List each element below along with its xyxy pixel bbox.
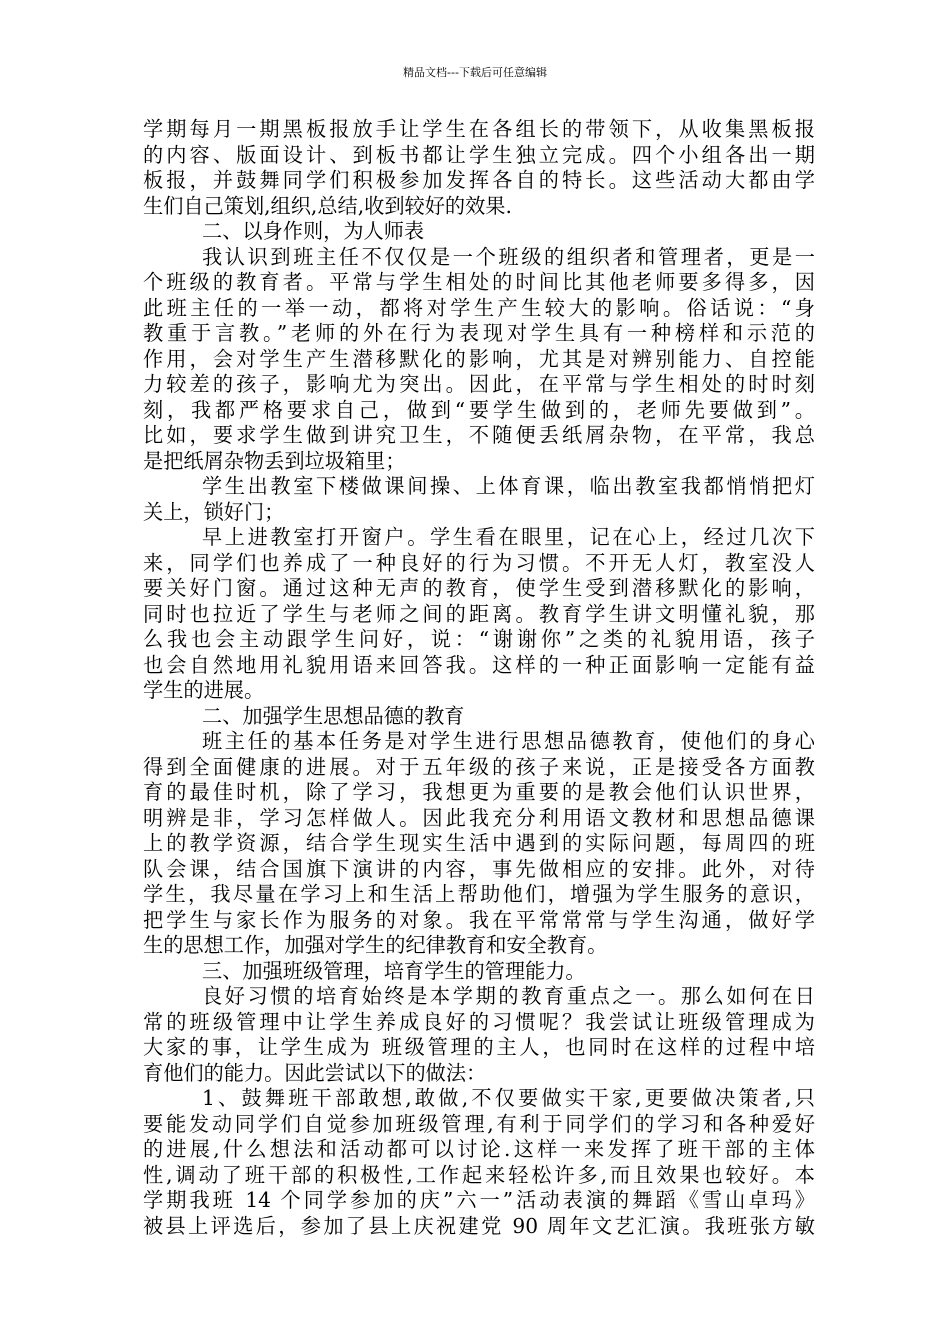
text-line: 要关好门窗。通过这种无声的教育，使学生受到潜移默化的影响， bbox=[143, 576, 815, 600]
text-line: 也会自然地用礼貌用语来回答我。这样的一种正面影响一定能有益 bbox=[143, 652, 815, 677]
text-line: 学生出教室下楼做课间操、上体育课，临出教室我都悄悄把灯 bbox=[202, 474, 815, 498]
text-line: 育的最佳时机，除了学习，我想更为重要的是教会他们认识世界， bbox=[143, 780, 815, 804]
text-line: 比如，要求学生做到讲究卫生，不随便丢纸屑杂物，在平常，我总 bbox=[143, 423, 815, 447]
text-line: 么我也会主动跟学生问好，说：“谢谢你”之类的礼貌用语，孩子 bbox=[143, 627, 815, 651]
text-line: 力较差的孩子，影响尤为突出。因此，在平常与学生相处的时时刻 bbox=[143, 372, 815, 396]
text-line: 刻，我都严格要求自己，做到“要学生做到的，老师先要做到”。 bbox=[143, 397, 815, 422]
text-line: 学期每月一期黑板报放手让学生在各组长的带领下，从收集黑板报 bbox=[143, 117, 815, 141]
text-line: 的内容、版面设计、到板书都让学生独立完成。四个小组各出一期 bbox=[143, 142, 815, 167]
document-body bbox=[143, 117, 815, 1239]
section-heading: 二、加强学生思想品德的教育 bbox=[202, 703, 465, 728]
text-line: 早上进教室打开窗户。学生看在眼里，记在心上，经过几次下 bbox=[202, 525, 815, 549]
text-line: 得到全面健康的进展。对于五年级的孩子来说，正是接受各方面教 bbox=[143, 754, 815, 779]
text-line: 作用，会对学生产生潜移默化的影响，尤其是对辨别能力、自控能 bbox=[143, 346, 815, 371]
text-line: 大家的事，让学生成为 班级管理的主人，也同时在这样的过程中培 bbox=[143, 1035, 815, 1059]
text-line: 明辨是非，学习怎样做人。因此我充分利用语文教材和思想品德课 bbox=[143, 805, 815, 830]
text-line: 此班主任的一举一动，都将对学生产生较大的影响。俗话说：“身 bbox=[143, 295, 815, 320]
text-line: 学生的进展。 bbox=[143, 678, 265, 702]
text-line: 队会课，结合国旗下演讲的内容，事先做相应的安排。此外，对待 bbox=[143, 856, 815, 881]
text-line: 教重于言教。”老师的外在行为表现对学生具有一种榜样和示范的 bbox=[143, 321, 815, 345]
text-line: 班主任的基本任务是对学生进行思想品德教育，使他们的身心 bbox=[202, 729, 815, 753]
text-line: 学生，我尽量在学习上和生活上帮助他们，增强为学生服务的意识， bbox=[143, 882, 815, 906]
text-line: 的进展,什么想法和活动都可以讨论.这样一来发挥了班干部的主体 bbox=[143, 1137, 815, 1161]
text-line: 我认识到班主任不仅仅是一个班级的组织者和管理者，更是一 bbox=[202, 244, 815, 269]
section-heading: 三、加强班级管理，培育学生的管理能力。 bbox=[202, 958, 586, 983]
section-heading: 二、以身作则，为人师表 bbox=[202, 219, 425, 243]
text-line: 把学生与家长作为服务的对象。我在平常常常与学生沟通，做好学 bbox=[143, 907, 815, 932]
text-line: 生们自己策划,组织,总结,收到较好的效果. bbox=[143, 193, 512, 218]
text-line: 被县上评选后，参加了县上庆祝建党 90 周年文艺汇演。我班张方敏 bbox=[143, 1213, 815, 1238]
text-line: 板报，并鼓舞同学们积极参加发挥各自的特长。这些活动大都由学 bbox=[143, 168, 815, 192]
page-header: 精品文档---下载后可任意编辑 bbox=[403, 66, 547, 79]
text-line: 个班级的教育者。平常与学生相处的时间比其他老师要多得多，因 bbox=[143, 270, 815, 294]
text-line: 关上，锁好门； bbox=[143, 499, 285, 524]
text-line: 良好习惯的培育始终是本学期的教育重点之一。那么如何在日 bbox=[202, 984, 815, 1008]
text-line: 生的思想工作，加强对学生的纪律教育和安全教育。 bbox=[143, 933, 608, 957]
text-line: 是把纸屑杂物丢到垃圾箱里； bbox=[143, 448, 406, 473]
text-line: 常的班级管理中让学生养成良好的习惯呢？我尝试让班级管理成为 bbox=[143, 1009, 815, 1034]
text-line: 育他们的能力。因此尝试以下的做法： bbox=[143, 1060, 487, 1085]
text-line: 来，同学们也养成了一种良好的行为习惯。不开无人灯，教室没人 bbox=[143, 550, 815, 575]
text-line: 1、鼓舞班干部敢想,敢做,不仅要做实干家,更要做决策者,只 bbox=[202, 1086, 815, 1110]
text-line: 性,调动了班干部的积极性,工作起来轻松许多,而且效果也较好。本 bbox=[143, 1162, 815, 1187]
text-line: 同时也拉近了学生与老师之间的距离。教育学生讲文明懂礼貌，那 bbox=[143, 601, 815, 626]
text-line: 要能发动同学们自觉参加班级管理,有利于同学们的学习和各种爱好 bbox=[143, 1111, 815, 1136]
text-line: 上的教学资源，结合学生现实生活中遇到的实际问题，每周四的班 bbox=[143, 831, 815, 855]
text-line: 学期我班 14 个同学参加的庆”六一”活动表演的舞蹈《雪山卓玛》 bbox=[143, 1188, 815, 1212]
